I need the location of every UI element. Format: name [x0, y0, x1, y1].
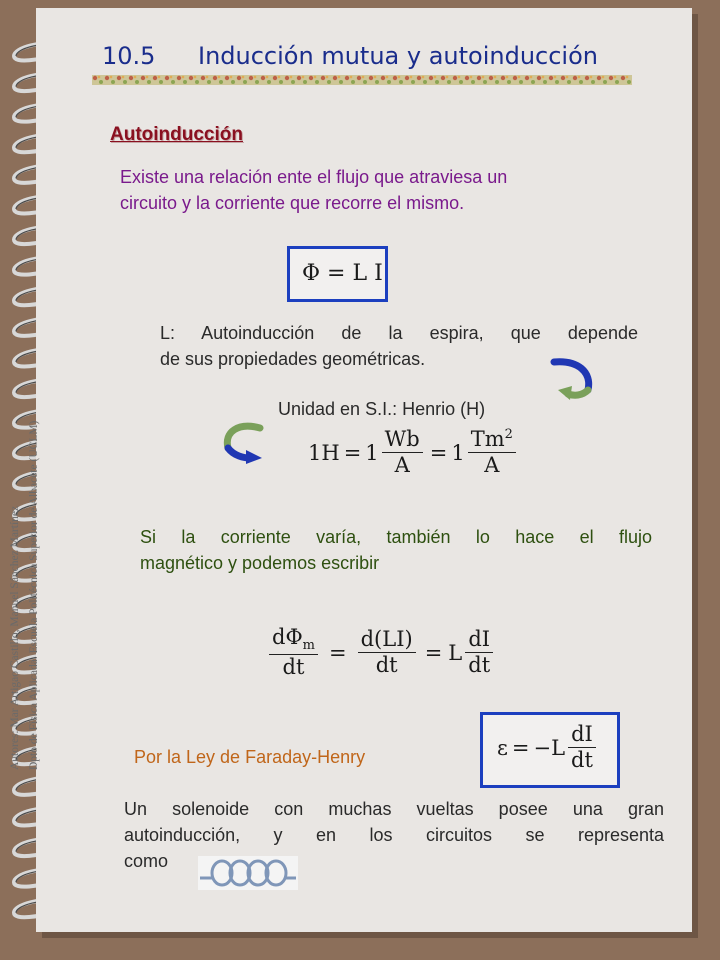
intro-line-2: circuito y la corriente que recorre el mismo. [120, 193, 465, 213]
numerator: d(LI) [358, 628, 416, 653]
numerator [269, 626, 318, 655]
emf-symbol: ε [497, 735, 508, 760]
denominator: dt [571, 748, 593, 773]
emf-equation [497, 723, 599, 772]
numerator-exponent: 2 [504, 427, 513, 442]
coefficient: L [448, 640, 463, 665]
equals-sign: = [329, 640, 347, 665]
equals-sign: = [343, 440, 362, 465]
l-def-line-1: L: Autoinducción de la espira, que depende [160, 323, 638, 343]
unit-line: Unidad en S.I.: Henrio (H) [278, 399, 486, 419]
derivative-equation [266, 626, 496, 680]
henry-equation [308, 428, 519, 477]
denominator: A [484, 453, 500, 478]
flux-rhs: L I [352, 261, 383, 286]
equals-sign: = [424, 640, 443, 665]
solenoid-coil-icon [198, 856, 298, 890]
author-sidebar [6, 350, 46, 770]
flux-equation [302, 261, 383, 286]
curved-arrow-icon [548, 356, 596, 402]
curved-arrow-icon [218, 418, 266, 464]
intro-paragraph [120, 164, 640, 216]
henry-lhs: 1H [308, 440, 340, 465]
intro-line-1: Existe una relación ente el flujo que atraviesa un [120, 167, 508, 187]
denominator: dt [468, 653, 491, 678]
fraction-tm2-a [468, 428, 516, 477]
varies-line-2: magnético y podemos escribir [140, 553, 380, 573]
numerator: dI [465, 628, 493, 653]
solenoid-line-1: Un solenoide con muchas vueltas posee una gran [124, 799, 664, 819]
decorative-title-band [92, 74, 632, 86]
varies-line-1: Si la corriente varía, también lo hace el flujo [140, 527, 652, 547]
flux-equation-box [287, 246, 388, 302]
numerator-base: Tm [470, 427, 505, 451]
phi-symbol: Φ [302, 261, 321, 286]
fraction-wb-a [382, 428, 423, 477]
denominator: dt [375, 653, 398, 678]
l-def-line-2: de sus propiedades geométricas. [160, 349, 426, 369]
equals-sign: = [511, 735, 530, 760]
coefficient: 1 [365, 440, 379, 465]
subscript: m [302, 638, 315, 654]
numerator [468, 428, 516, 453]
coefficient: 1 [451, 440, 465, 465]
faraday-line: Por la Ley de Faraday-Henry [134, 747, 366, 767]
section-heading: Autoinducción [110, 124, 243, 145]
varies-paragraph [140, 524, 652, 576]
page-title [102, 42, 598, 70]
solenoid-line-3: como [124, 851, 169, 871]
fraction-dli-dt [358, 628, 416, 677]
equals-sign: = [429, 440, 448, 465]
numerator: dI [568, 723, 596, 748]
denominator: A [394, 453, 410, 478]
fraction-dphi-dt [269, 626, 318, 680]
fraction-di-dt [465, 628, 493, 677]
equals-sign: = [327, 261, 346, 286]
coefficient: −L [533, 735, 566, 760]
emf-equation-box [480, 712, 620, 788]
sidebar-line-authors: Autores: Mar Artigao Castillo, Manuel Sánchez Martínez [9, 505, 21, 770]
numerator: Wb [382, 428, 423, 453]
numerator-main: dΦ [272, 625, 303, 649]
section-number: 10.5 [102, 42, 156, 70]
fraction-di-dt [568, 723, 596, 772]
solenoid-line-2: autoinducción, y en los circuitos se representa [124, 825, 664, 845]
sidebar-line-department: Dpto de Física Aplicada. Escuela Politécnica Superior de Albacete (UCLM) [28, 420, 40, 770]
denominator: dt [282, 655, 305, 680]
title-text: Inducción mutua y autoinducción [198, 42, 598, 70]
